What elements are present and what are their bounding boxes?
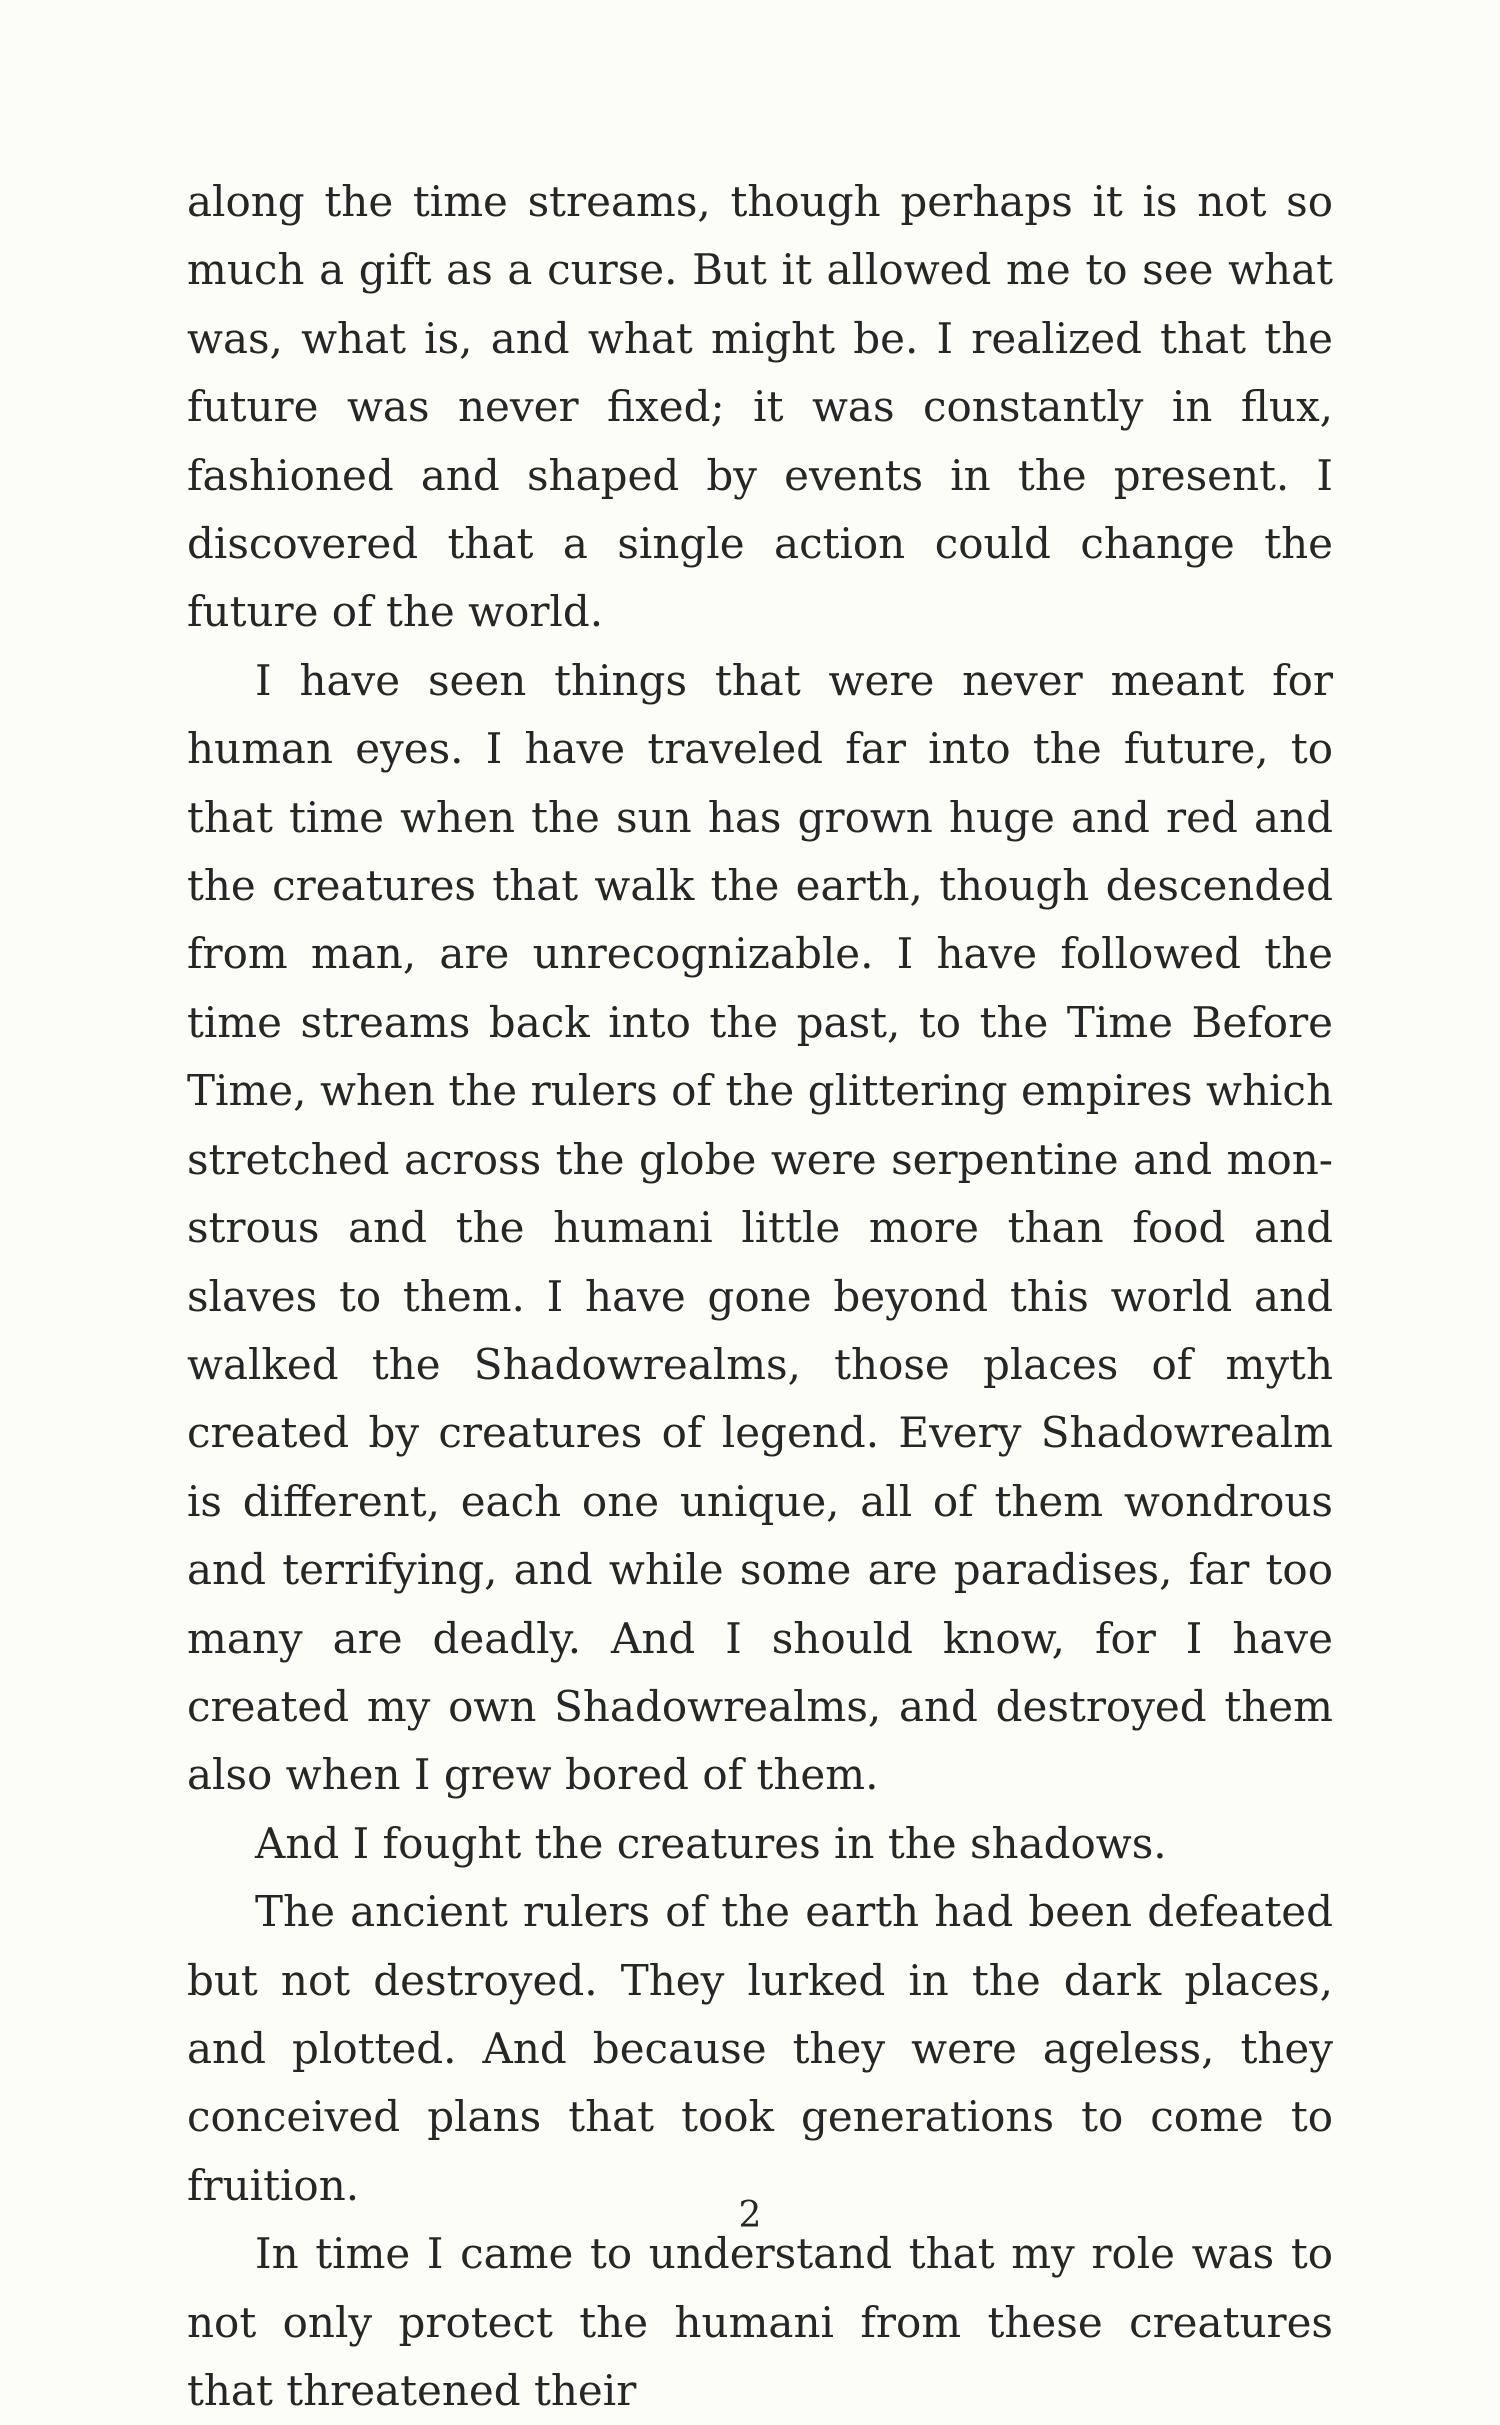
paragraph-5: In time I came to understand that my role was to not only protect the humani from these creatures that threatened their bbox=[187, 2229, 1333, 2415]
body-text bbox=[187, 168, 1333, 2425]
paragraph-2: I have seen things that were never meant for human eyes. I have traveled far into the future, to that time when the sun has grown huge and red and the creatures that walk the earth, though descended from man, are unrecognizable. I have followed the time streams back into the past, to the Time Before Time, when the rulers of the glittering empires which stretched across the globe were serpentine and monstrous and the humani little more than food and slaves to them. I have gone beyond this world and walked the Shadowrealms, those places of myth created by creatures of legend. Every Shadowrealm is different, each one unique, all of them wondrous and terrifying, and while some are paradises, far too many are deadly. And I should know, for I have created my own Shadowrealms, and destroyed them also when I grew bored of them. bbox=[187, 655, 1333, 1800]
paragraph-4: The ancient rulers of the earth had been defeated but not destroyed. They lurked in the dark places, and plotted. And because they were ageless, they conceived plans that took generations to come to fruition. bbox=[187, 1887, 1333, 2210]
paragraph-3: And I fought the creatures in the shadows. bbox=[255, 1818, 1167, 1868]
page-number: 2 bbox=[738, 2195, 762, 2236]
paragraph-1: along the time streams, though perhaps it is not so much a gift as a curse. But it allowed me to see what was, what is, and what might be. I realized that the future was never fixed; it was constantly in flux, fashioned and shaped by events in the present. I discovered that a single action could change the future of the world. bbox=[187, 177, 1333, 637]
